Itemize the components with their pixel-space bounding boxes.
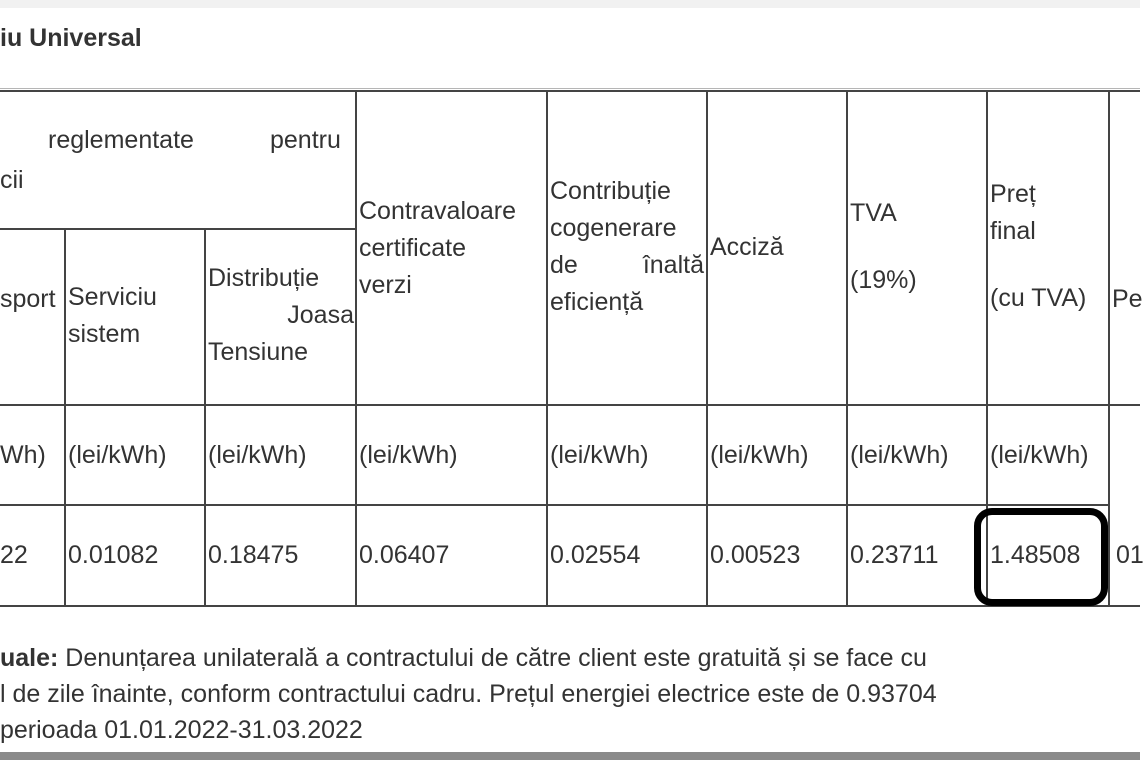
header-contravaloare: Contravaloare certificate verzi [359, 197, 517, 299]
top-strip [0, 0, 1140, 8]
header-next-column: Pe [1112, 285, 1143, 313]
header-serviciu-sistem: Serviciu sistem [68, 283, 157, 348]
section-title: iu Universal [0, 24, 142, 52]
unit-cell: (lei/kWh) [359, 441, 458, 469]
final-price-highlight-box [974, 508, 1108, 606]
unit-cell: (lei/kWh) [550, 441, 649, 469]
value-cell: 22 [0, 541, 28, 569]
unit-cell: (lei/kWh) [208, 441, 307, 469]
table-top-border [0, 90, 1140, 92]
header-distributie: Distribuție Joasa Tensiune [208, 264, 354, 366]
value-cell: 0.02554 [550, 541, 641, 569]
value-cell: 0.00523 [710, 541, 801, 569]
group-header-word: reglementate [48, 126, 194, 154]
col-divider-1 [64, 228, 66, 606]
col-divider-5 [706, 90, 708, 606]
header-acciza: Acciză [710, 233, 784, 261]
notes-line: perioada 01.01.2022-31.03.2022 [0, 716, 363, 744]
value-cell: 0.23711 [850, 541, 939, 569]
value-cell: 0.06407 [359, 541, 450, 569]
col-divider-4 [546, 90, 548, 606]
table-bottom-border [0, 605, 1140, 607]
unit-cell: (lei/kWh) [990, 441, 1089, 469]
group-header-word: pentru [270, 126, 341, 154]
value-cell: 0.01082 [68, 541, 159, 569]
header-contributie-cogenerare: Contribuție cogenerare de înaltă eficiență [550, 177, 704, 316]
unit-cell: (lei/kWh) [710, 441, 809, 469]
header-tva: TVA (19%) [850, 199, 917, 294]
header-bottom-border [0, 404, 1140, 406]
col-divider-2 [204, 228, 206, 606]
value-cell: 01 [1116, 541, 1144, 569]
header-transport: sport [0, 285, 56, 313]
unit-cell: Wh) [0, 441, 46, 469]
bottom-strip [0, 752, 1140, 760]
notes-line: l de zile înainte, conform contractului cadru. Prețul energiei electrice este de 0.93704 [0, 680, 937, 708]
notes-label: uale: [0, 644, 59, 672]
col-divider-8 [1108, 90, 1110, 606]
col-divider-6 [846, 90, 848, 606]
header-pret-final: Preț final (cu TVA) [990, 180, 1087, 312]
unit-cell: (lei/kWh) [850, 441, 949, 469]
units-bottom-border [0, 504, 1110, 506]
notes-paragraph [0, 640, 1140, 748]
final-price-value: 1.48508 [990, 541, 1081, 569]
title-divider [0, 88, 1140, 89]
notes-line: Denunțarea unilaterală a contractului de către client este gratuită și se face cu [58, 644, 927, 672]
unit-cell: (lei/kWh) [68, 441, 167, 469]
value-cell: 0.18475 [208, 541, 299, 569]
group-header-divider [0, 228, 356, 230]
group-header-line: cii [0, 166, 24, 194]
col-divider-3 [355, 90, 357, 606]
